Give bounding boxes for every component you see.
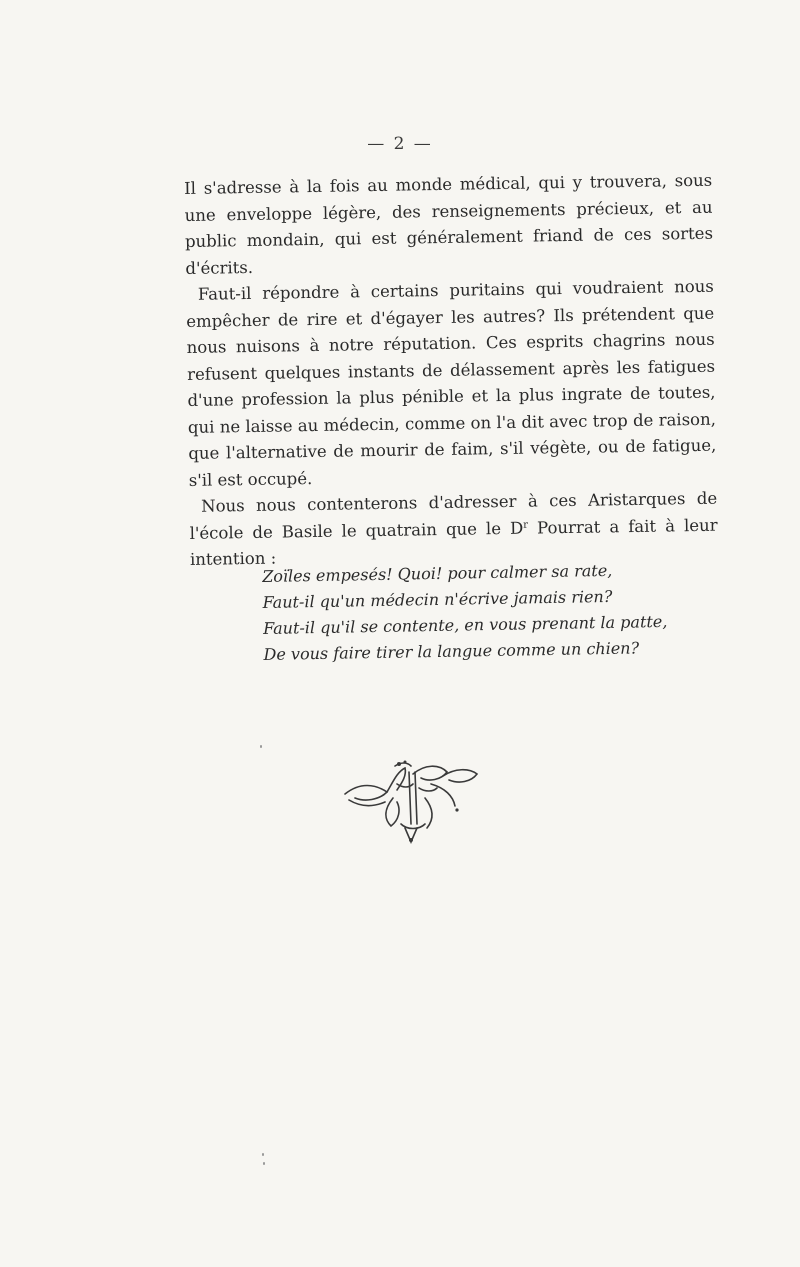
- paper-speck: [262, 1153, 264, 1156]
- quatrain: [262, 557, 684, 668]
- poem-line-3: Faut-il qu'il se contente, en vous prenant la patte,: [262, 611, 668, 638]
- paper-speck: [260, 745, 262, 748]
- doctor-superscript: r: [523, 519, 529, 531]
- poem-line-4: De vous faire tirer la langue comme un chien?: [263, 638, 640, 664]
- paragraph-2: Faut-il répondre à certains puritains qui voudraient nous empêcher de rire et d'égayer les autres? Ils prétendent que nous nuisons à notre réputation. Ces esprits chagrins nous refusent quelques instants de délassement après les fatigues d'une profession la plus pénible et la plus ingrate de toutes, qui ne laisse au médecin, comme on l'a dit avec trop de raison, que l'alternative de mourir de faim, s'il végète, ou de fatigue, s'il est occupé.: [186, 276, 717, 490]
- paragraph-1: Il s'adresse à la fois au monde médical, qui y trouvera, sous une enveloppe légère, des renseignements précieux, et au public mondain, qui est généralement friand de ces sortes d'écrits.: [184, 170, 714, 278]
- paper-speck: [263, 1162, 265, 1165]
- paragraph-3-start: Nous nous contenterons d'adresser à ces Aristarques de l'école de Basile le quatrain que le D: [189, 488, 718, 543]
- poem-line-1: Zoïles empesés! Quoi! pour calmer sa rate,: [262, 560, 613, 586]
- body-text: [184, 168, 718, 574]
- paragraph-3-end: Pourrat a fait à leur intention :: [189, 515, 718, 569]
- page-number: — 2 —: [367, 134, 433, 154]
- poem-line-2: Faut-il qu'un médecin n'écrive jamais rien?: [262, 586, 613, 612]
- floral-vignette-icon: [335, 754, 485, 844]
